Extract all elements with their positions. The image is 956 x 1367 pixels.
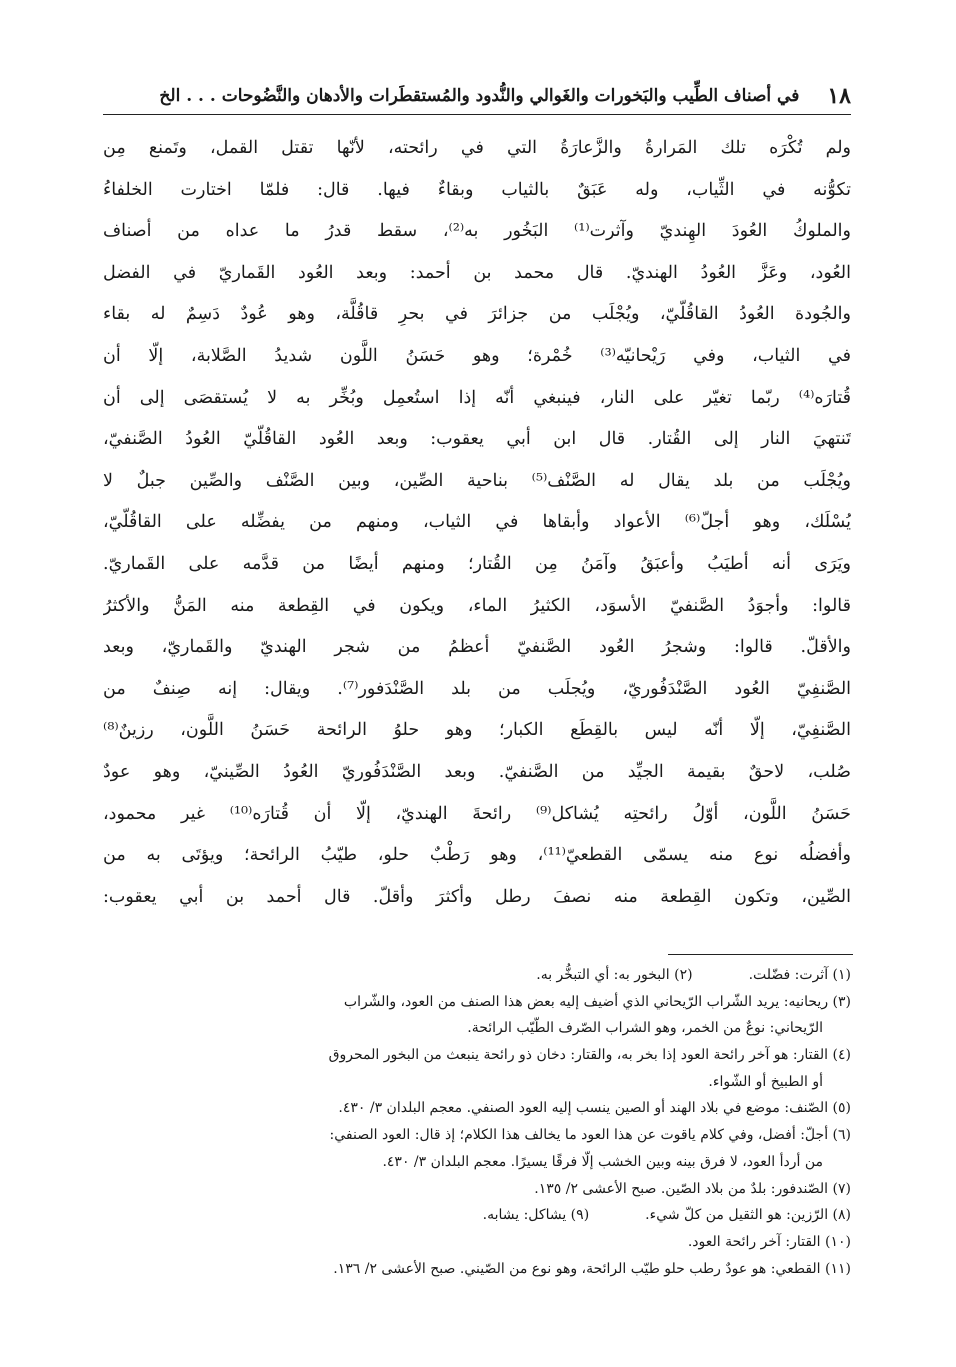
footnote-3: (٣) ريحانيه: يريد الشّراب الرّيحاني الذي أضيف إليه بعض هذا الصنف من العود، والشّراب xyxy=(343,993,851,1010)
text-line: تكوُّنه في الثِّياب، وله عَبَقٌ بالثياب وبقاءٌ فيها. قال: فلمّا اختارت الخلفاءُ xyxy=(103,179,851,200)
footnote-8: (٨) الرّزين: هو الثقيل من كلّ شيء. xyxy=(645,1207,851,1224)
footnote-3-continued: الرّيحاني: نوعٌ من الخمر، وهو الشراب الصّرف الطّيّب الرائحة. xyxy=(467,1020,823,1037)
running-title: في أصناف الطِّيب والبَخورات والغَوالي والنُّدود والمُستقطَرات والأدهان والنَّضُوحات . . . الخ xyxy=(159,86,800,106)
text-line: يُسْلَك، وهو أجلّ⁽⁶⁾ الأعواد وأبقاها في الثياب، ومنهم من يفضِّله على القاقُلّيّ، xyxy=(103,512,851,533)
main-text xyxy=(103,128,851,918)
page-header xyxy=(103,78,851,115)
text-line: ولم تُكْرَه تلك المَرارةُ والزَّعارَةُ التي في رائحته، لأنّها تقتل القمل، وتَمنع مِن xyxy=(103,138,851,158)
page-number: ١٨ xyxy=(827,83,851,109)
text-line: الصِّين، وتكون القِطعة منه نصفَ رطل وأكثرَ وأقلّ. قال أحمد بن أبي يعقوب: xyxy=(103,886,851,907)
text-line: والأقلّ. قالوا: وشجرُ العُود الصَّنفيّ أعظمُ من شجر الهنديّ والقَماريّ، وبعد xyxy=(103,637,851,658)
footnotes xyxy=(103,962,851,1282)
text-line: العُود، وعَزَّ العُودُ الهنديّ. قال محمد بن أحمد: وبعد العُود القَماريّ في الفضل xyxy=(103,262,851,283)
text-line: الصَّنفِيّ، إلّا أنّه ليس بالقِطَع الكبار؛ وهو حلوُ الرائحة حَسَنُ اللَّون، رزينٌ⁽⁸⁾ xyxy=(103,720,851,741)
footnote-9: (٩) يشاكل: يشابه. xyxy=(482,1207,590,1224)
footnote-4: (٤) القتار: هو آخر رائحة العود إذا بخر به، والقتار: دخان ذو رائحة ينبعث من البخور المحروق xyxy=(328,1047,851,1064)
footnote-2: (٢) البخور به: أي التبخُّر به. xyxy=(536,967,693,983)
text-line: قالوا: وأجوَدُ الصَّنفيّ الأسوَد، الكثيرُ الماء، ويكون في القِطعة منه المَنُّ والأكثرُ xyxy=(103,595,851,616)
footnote-6: (٦) أجلّ: أفضل، وفي كلام ياقوت عن هذا العود ما يخالف هذا الكلام؛ إذ قال: العود الصنفي: xyxy=(329,1127,851,1144)
text-line: والجُودة العُودُ القاقُلّيّ، ويُجْلَب من جزائرَ في بحرِ قاقُلَّة، وهو عُودٌ دَسِمٌ له بقاء xyxy=(103,304,851,325)
text-line: ويُجْلَب من بلد يقال له الصَّنْف⁽⁵⁾ بناحية الصِّين، وبين الصَّنْف والصِّين جبلٌ لا xyxy=(103,470,851,491)
footnote-10: (١٠) القتار: آخر رائحة العود. xyxy=(687,1233,851,1250)
footnote-1: (١) آثرت: فضّلت. xyxy=(748,967,851,983)
footnote-7: (٧) الصّندفور: بلدٌ من بلاد الصّين. صبح الأعشى ٢/ ١٣٥. xyxy=(534,1180,851,1197)
text-line: حَسَنُ اللَّون، أوّلُ رائحتِه يُشاكل⁽⁹⁾ رائحةَ الهنديّ، إلّا أن قُتارَه⁽¹⁰⁾ غير محمود، xyxy=(103,803,851,824)
text-line: تَنتهيَ النار إلى القُتار. قال ابن أبي يعقوب: وبعد العُود القاقُلّيّ العُودُ الصَّنفيّ، xyxy=(103,429,851,450)
text-line: ويَرَى أنه أطيَبُ وأعبَقُ وآمَنُ مِن القُتار؛ ومنهم أيضًا من قدَّمه على القَماريّ. xyxy=(103,553,851,574)
text-line: صُلب، لاحقٌ بقيمة الجيِّد من الصَّنفيّ. وبعد الصَّنْدَفُوريّ العُودُ الصِّينيّ، وهو عودٌ xyxy=(103,761,851,782)
text-line: وأفضلُه نوع منه يسمّى القطعيّ⁽¹¹⁾، وهو رَطْبٌ حلو، طيّبُ الرائحة؛ ويؤتَى به من xyxy=(103,845,851,866)
footnote-row xyxy=(103,1202,851,1229)
footnote-row xyxy=(103,962,851,989)
footnote-5: (٥) الصّنف: موضع في بلاد الهند أو الصين ينسب إليه العود الصنفي. معجم البلدان ٣/ ٤٣٠. xyxy=(338,1100,851,1117)
footnote-6-continued: من أردأ العود، لا فرق بينه وبين الخشب إلّا فرقًا يسيرًا. معجم البلدان ٣/ ٤٣٠. xyxy=(382,1153,823,1170)
text-line: الصَّنفِيّ العُود الصَّنْدَفُوريّ، ويُجلَب من بلد الصَّنْدَفور⁽⁷⁾. ويقال: إنه صِنفٌ من xyxy=(103,678,851,699)
footnote-separator xyxy=(668,954,853,955)
footnote-4-continued: أو الطبيخ أو الشّواء. xyxy=(708,1073,823,1090)
text-line: في الثياب، وفي رَيْحانيّه⁽³⁾ خُمْرة؛ وهو حَسَنُ اللَّون شديدُ الصَّلابة، إلّا أن xyxy=(103,345,851,366)
text-line: والملوكُ العُودَ الهِنديّ وآثرت⁽¹⁾ البَخُور به⁽²⁾، سقط قدرُ ما عداه من أصناف xyxy=(103,221,851,242)
footnote-11: (١١) القطعي: هو عودٌ رطب حلو طيّب الرائحة، وهو نوع من الصّيني. صبح الأعشى ٢/ ١٣٦. xyxy=(333,1260,851,1277)
text-line: قُتارَه⁽⁴⁾ ربّما تغيّر على النار، فينبغي أنّه إذا استُعمِل وبُخِّر به لا يُستقصَى إلى أن xyxy=(103,387,851,408)
